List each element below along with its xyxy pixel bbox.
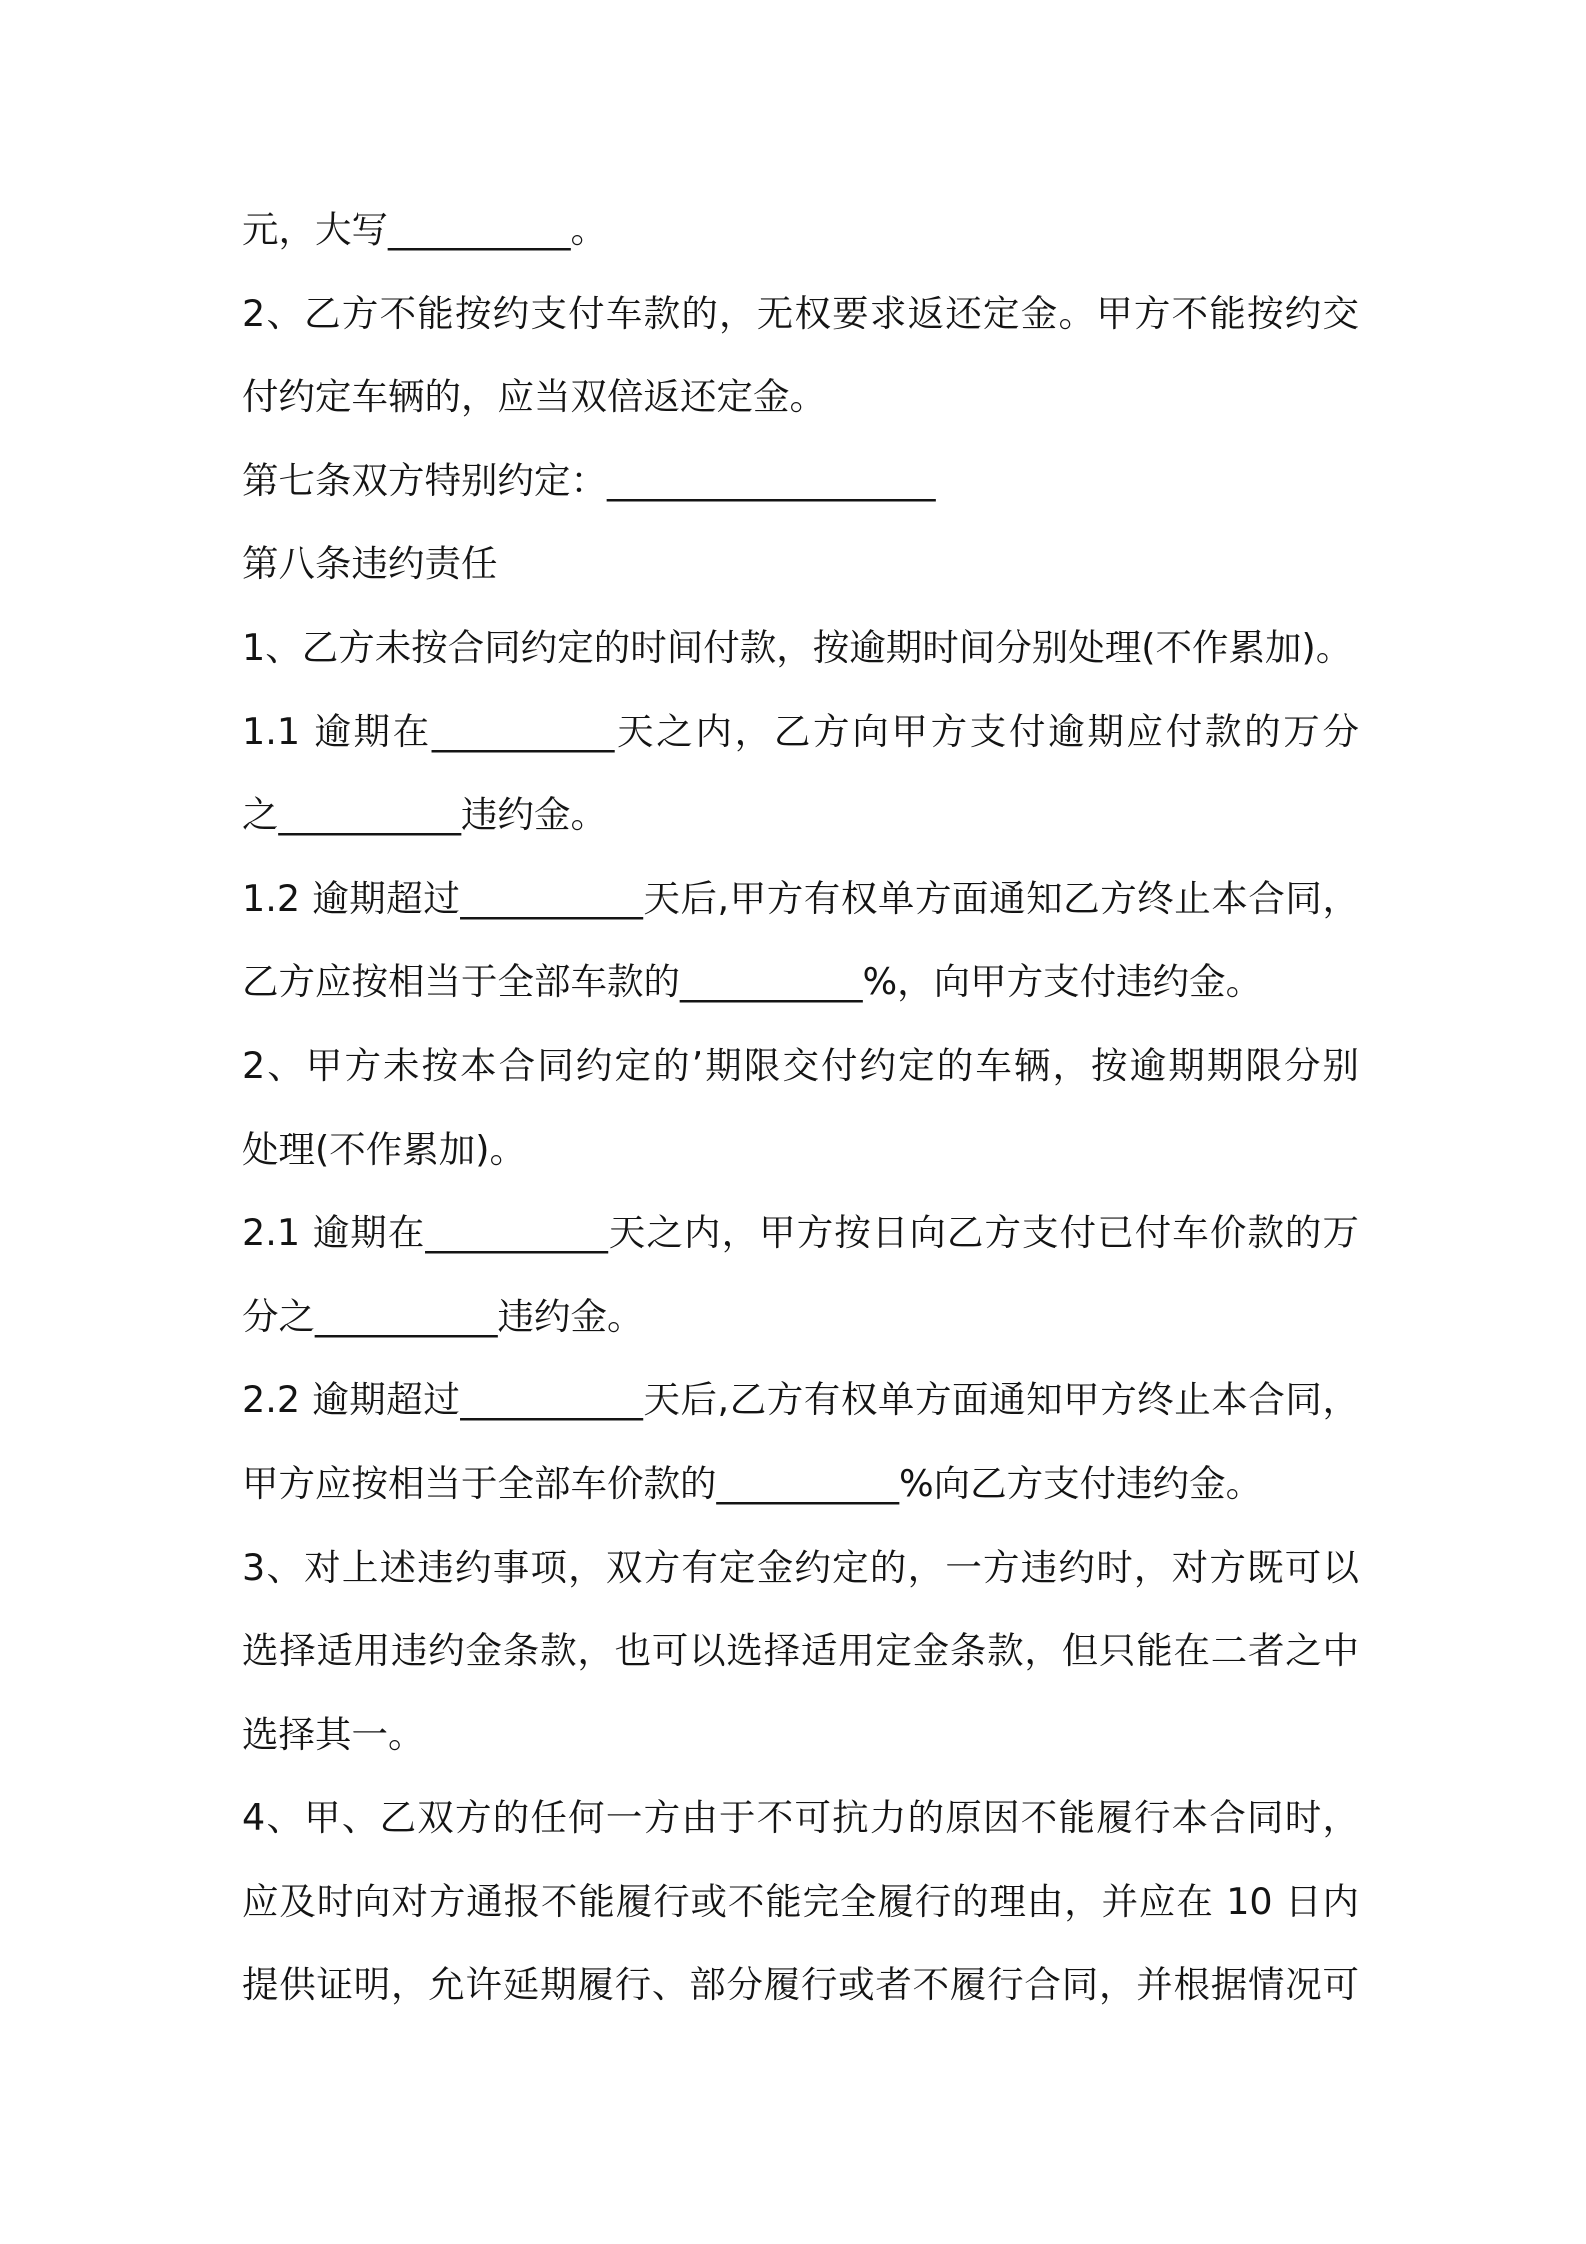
- deposit-clause-2: [242, 272, 1362, 439]
- text-line: 提供证明，允许延期履行、部分履行或者不履行合同，并根据情况可: [242, 1963, 1359, 2007]
- text-line: 分之__________违约金。: [242, 1294, 644, 1338]
- text-line: 2.1 逾期在__________天之内，甲方按日向乙方支付已付车价款的万: [242, 1211, 1359, 1255]
- text-line: 选择适用违约金条款，也可以选择适用定金条款，但只能在二者之中: [242, 1629, 1359, 1673]
- text-line: 应及时向对方通报不能履行或不能完全履行的理由，并应在 10 日内: [242, 1879, 1359, 1923]
- text-line: 乙方应按相当于全部车款的__________%，向甲方支付违约金。: [242, 960, 1263, 1004]
- text-line: 第七条双方特别约定：__________________: [242, 458, 936, 502]
- text-line: 处理(不作累加)。: [242, 1127, 526, 1171]
- text-line: 2、乙方不能按约支付车款的，无权要求返还定金。甲方不能按约交: [242, 291, 1359, 335]
- text-line: 付约定车辆的，应当双倍返还定金。: [242, 375, 826, 419]
- text-line: 1.1 逾期在__________天之内，乙方向甲方支付逾期应付款的万分: [242, 709, 1359, 753]
- text-line: 1、乙方未按合同约定的时间付款，按逾期时间分别处理(不作累加)。: [242, 625, 1353, 669]
- article-8-heading: [242, 522, 1362, 606]
- breach-clause-1: [242, 606, 1362, 690]
- text-line: 4、甲、乙双方的任何一方由于不可抗力的原因不能履行本合同时，: [242, 1796, 1359, 1840]
- text-line: 选择其一。: [242, 1712, 425, 1756]
- text-line: 元，大写__________。: [242, 208, 607, 251]
- text-line: 1.2 逾期超过__________天后,甲方有权单方面通知乙方终止本合同，: [242, 876, 1359, 920]
- breach-clause-2: [242, 1024, 1362, 1191]
- breach-clause-2-2: [242, 1358, 1362, 1525]
- article-7-special-agreement: [242, 439, 1362, 523]
- breach-clause-1-2: [242, 857, 1362, 1024]
- breach-clause-3: [242, 1526, 1362, 1777]
- text-line: 甲方应按相当于全部车价款的__________%向乙方支付违约金。: [242, 1461, 1263, 1505]
- contract-body: [242, 188, 1362, 2027]
- section-heading: 第八条违约责任: [242, 542, 498, 586]
- deposit-amount-continuation: [242, 188, 1362, 272]
- text-line: 2、甲方未按本合同约定的’期限交付约定的车辆，按逾期期限分别: [242, 1043, 1359, 1087]
- text-line: 之__________违约金。: [242, 793, 607, 837]
- text-line: 3、对上述违约事项，双方有定金约定的，一方违约时，对方既可以: [242, 1545, 1359, 1589]
- text-line: 2.2 逾期超过__________天后,乙方有权单方面通知甲方终止本合同，: [242, 1378, 1359, 1422]
- breach-clause-2-1: [242, 1191, 1362, 1358]
- breach-clause-4: [242, 1776, 1362, 2027]
- breach-clause-1-1: [242, 690, 1362, 857]
